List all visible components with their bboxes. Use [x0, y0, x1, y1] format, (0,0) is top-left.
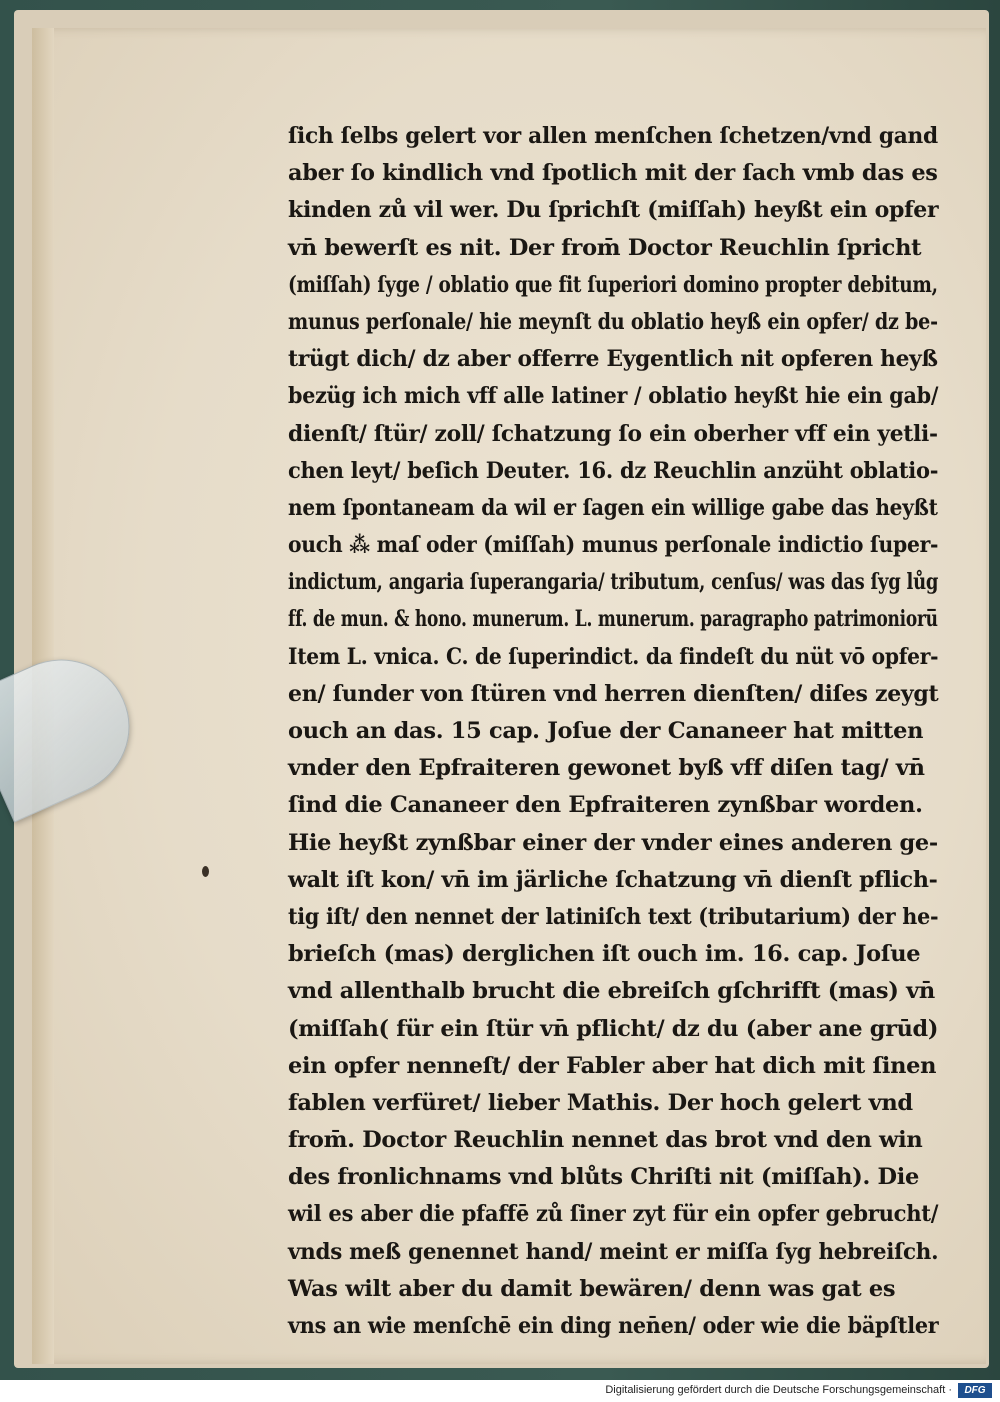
text-line: vnds meß genennet hand/ meint er miſſa ſyg hebreiſch. — [288, 1238, 939, 1265]
text-line: ein opfer nenneſt/ der Fabler aber hat dich mit ſinen — [288, 1052, 937, 1079]
text-line: chen leyt/ beſich Deuter. 16. dz Reuchlin anzüht oblatio- — [288, 457, 939, 484]
funding-credit: Digitalisierung gefördert durch die Deutsche Forschungsgemeinschaft · — [605, 1384, 952, 1396]
text-line: dienſt/ ſtür/ zoll/ ſchatzung ſo ein oberher vff ein yetli- — [288, 420, 938, 447]
text-line: ſich ſelbs gelert vor allen menſchen ſchetzen/vnd gand — [288, 123, 938, 149]
dfg-logo-icon: DFG — [958, 1383, 992, 1398]
text-line: aber ſo kindlich vnd ſpotlich mit der ſach vmb das es — [288, 160, 938, 187]
text-line: Was wilt aber du damit bewären/ denn was gat es — [288, 1275, 896, 1302]
text-line: tig iſt/ den nennet der latiniſch text (tributarium) der he- — [288, 903, 939, 930]
text-line: (miſſah) ſyge / oblatio que fit ſuperiori domino propter debitum, — [288, 271, 938, 298]
text-line: walt iſt kon/ vn̄ im järliche ſchatzung vn̄ dienſt pflich- — [288, 866, 938, 893]
text-line: wil es aber die pfaffē zů ſiner zyt für ein opfer gebrucht/ — [288, 1201, 939, 1228]
text-line: vns an wie menſchē ein ding nen̄en/ oder wie die bäpſtler — [288, 1313, 939, 1339]
text-line: ff. de mun. & hono. munerum. L. munerum. paragrapho patrimonioru̅ — [288, 606, 938, 633]
footer-bar — [0, 1380, 1000, 1402]
text-line: munus perſonale/ hie meynſt du oblatio heyß ein opfer/ dz be- — [288, 308, 938, 335]
text-line: vn̄ bewerſt es nit. Der from̄ Doctor Reuchlin ſpricht — [288, 234, 922, 261]
text-block — [288, 118, 938, 1345]
text-line: fablen verfüret/ lieber Mathis. Der hoch gelert vnd — [288, 1089, 913, 1116]
ink-spot — [202, 866, 209, 877]
text-line: brieſch (mas) derglichen iſt ouch im. 16. cap. Joſue — [288, 941, 921, 968]
text-line: vnder den Epfraiteren gewonet byß vff diſen tag/ vn̄ — [288, 755, 925, 782]
text-line: en/ ſunder von ſtüren vnd herren dienſten/ diſes zeygt — [288, 680, 939, 707]
text-line: trügt dich/ dz aber offerre Eygentlich nit opferen heyß — [288, 346, 938, 373]
text-line: indictum, angaria ſuperangaria/ tributum, cenſus/ was das ſyg lůg — [288, 569, 939, 596]
text-line: bezüg ich mich vff alle latiner / oblatio heyßt hie ein gab/ — [288, 383, 939, 410]
text-line: vnd allenthalb brucht die ebreiſch gſchrifft (mas) vn̄ — [288, 978, 935, 1005]
text-line: from̄. Doctor Reuchlin nennet das brot vnd den win — [288, 1127, 923, 1154]
text-line: ſind die Cananeer den Epfraiteren zynßbar worden. — [288, 792, 923, 819]
text-line: kinden zů vil wer. Du ſprichſt (miſſah) heyßt ein opfer — [288, 197, 939, 224]
text-line: ouch an das. 15 cap. Joſue der Cananeer hat mitten — [288, 718, 924, 744]
text-line: ouch ⁂ maſ oder (miſſah) munus perſonale indictio ſuper- — [288, 532, 939, 559]
text-line: Hie heyßt zynßbar einer der vnder eines anderen ge- — [288, 829, 938, 856]
text-line: nem ſpontaneam da wil er ſagen ein willige gabe das heyßt — [288, 494, 938, 521]
text-line: Item L. vnica. C. de ſuperindict. da findeſt du nüt vō opfer- — [288, 643, 939, 670]
text-line: (miſſah( für ein ſtür vn̄ pflicht/ dz du (aber ane grūd) — [288, 1015, 939, 1042]
text-line: des fronlichnams vnd blůts Chriſti nit (miſſah). Die — [288, 1164, 920, 1191]
